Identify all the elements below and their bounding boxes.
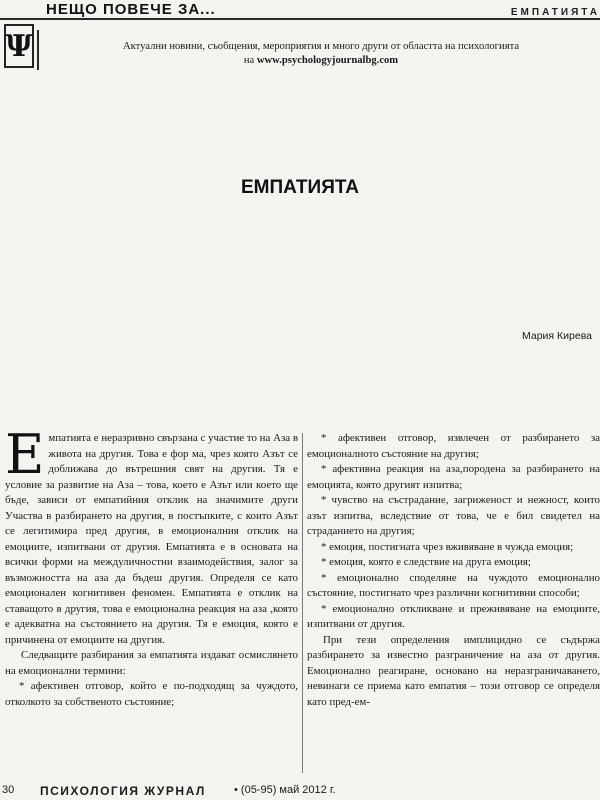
definition-item: * чувство на състрадание, загриженост и нежност, които азът изпитва, вследствие от това, че е бил свидетел на страданието на другия; [307,494,600,537]
issue-info: • (05-95) май 2012 г. [234,784,336,796]
definition-item: * емоционално откликване и преживяване на емоциите, изпитвани от другия. [307,602,600,630]
paragraph-intro-text: мпатията е неразривно свързана с участие то на Аза в живота на другия. Това е фор ма, чрез която Азът се доближава до вътрешния свят на другия. Тя е условие за развитие на Аза – това, което е Азът или което ще бъде, зависи от емпатийния отклик на значимите други Участва в разбирането на другия, в постъпките, с които Азът се легитимира пред другия, в емоционалния отклик на емоциите, изпитвани от другия. Емпатията е в основата на всички форми на междуличностни взаимодействия, залог за възможността на аза да бъдеш другия. Определя се като емоционален когнитивен феномен. Емпатията е отклик на ставащото в другия, това е емоционална реакция на аза ,която е адекватна на състоянието на другия. Тя е емоция, която е причинена от емоциите на другия. [5,432,298,646]
tagline-prefix: на [243,55,255,66]
definition-item: * афективен отговор, който е по-подходящ за чуждото, отколкото за собственото състояние; [5,680,298,708]
right-column [307,431,600,710]
paragraph-closing: При тези определения имплицидно се съдържа разбирането за известно разграничение на аза от другия. Емоционално реагиране, основано на неразграничаването, невинаги се приема като емпатия – този отговор се определя като пред-ем- [307,633,600,708]
column-divider [302,433,303,773]
website-link[interactable]: www.psychologyjournalbg.com [256,55,399,66]
paragraph-definitions-lead: Следващите разбирания за емпатията издават осмислянето на емоционални термини: [5,649,298,677]
definition-item: * афективна реакция на аза,породена за разбирането на емоцията, която другият изпитва; [307,463,600,491]
paragraph-intro [5,423,298,648]
psi-logo-icon: Ψ [4,24,34,68]
section-title: НЕЩО ПОВЕЧЕ ЗА... [40,1,222,18]
definition-item: * емоция, постигната чрез вживяване в чужда емоция; [321,540,574,553]
header-rule [0,18,600,20]
magazine-name: ПСИХОЛОГИЯ ЖУРНАЛ [40,784,206,798]
definition-item: * афективен отговор, извлечен от разбирането за емоционалното състояние на другия; [307,432,600,460]
drop-cap: Е [5,423,45,486]
tagline-text: Актуални новини, съобщения, мероприятия и много други от областта на психологията [122,41,520,52]
article-author: Мария Кирева [522,330,592,342]
definition-item: * емоция, която е следствие на друга емоция; [321,556,531,568]
topic-label: ЕМПАТИЯТА [505,7,600,18]
definition-item: * емоционално споделяне на чуждото емоционално състояние, постигнато чрез различни когнитивни способи; [307,571,600,599]
page-number: 30 [2,784,15,796]
tagline [46,40,596,68]
left-column [5,423,298,710]
page-footer [0,784,600,800]
article-title: ЕМПАТИЯТА [241,177,359,198]
logo-divider [37,30,39,70]
tagline-url-line [46,54,596,68]
